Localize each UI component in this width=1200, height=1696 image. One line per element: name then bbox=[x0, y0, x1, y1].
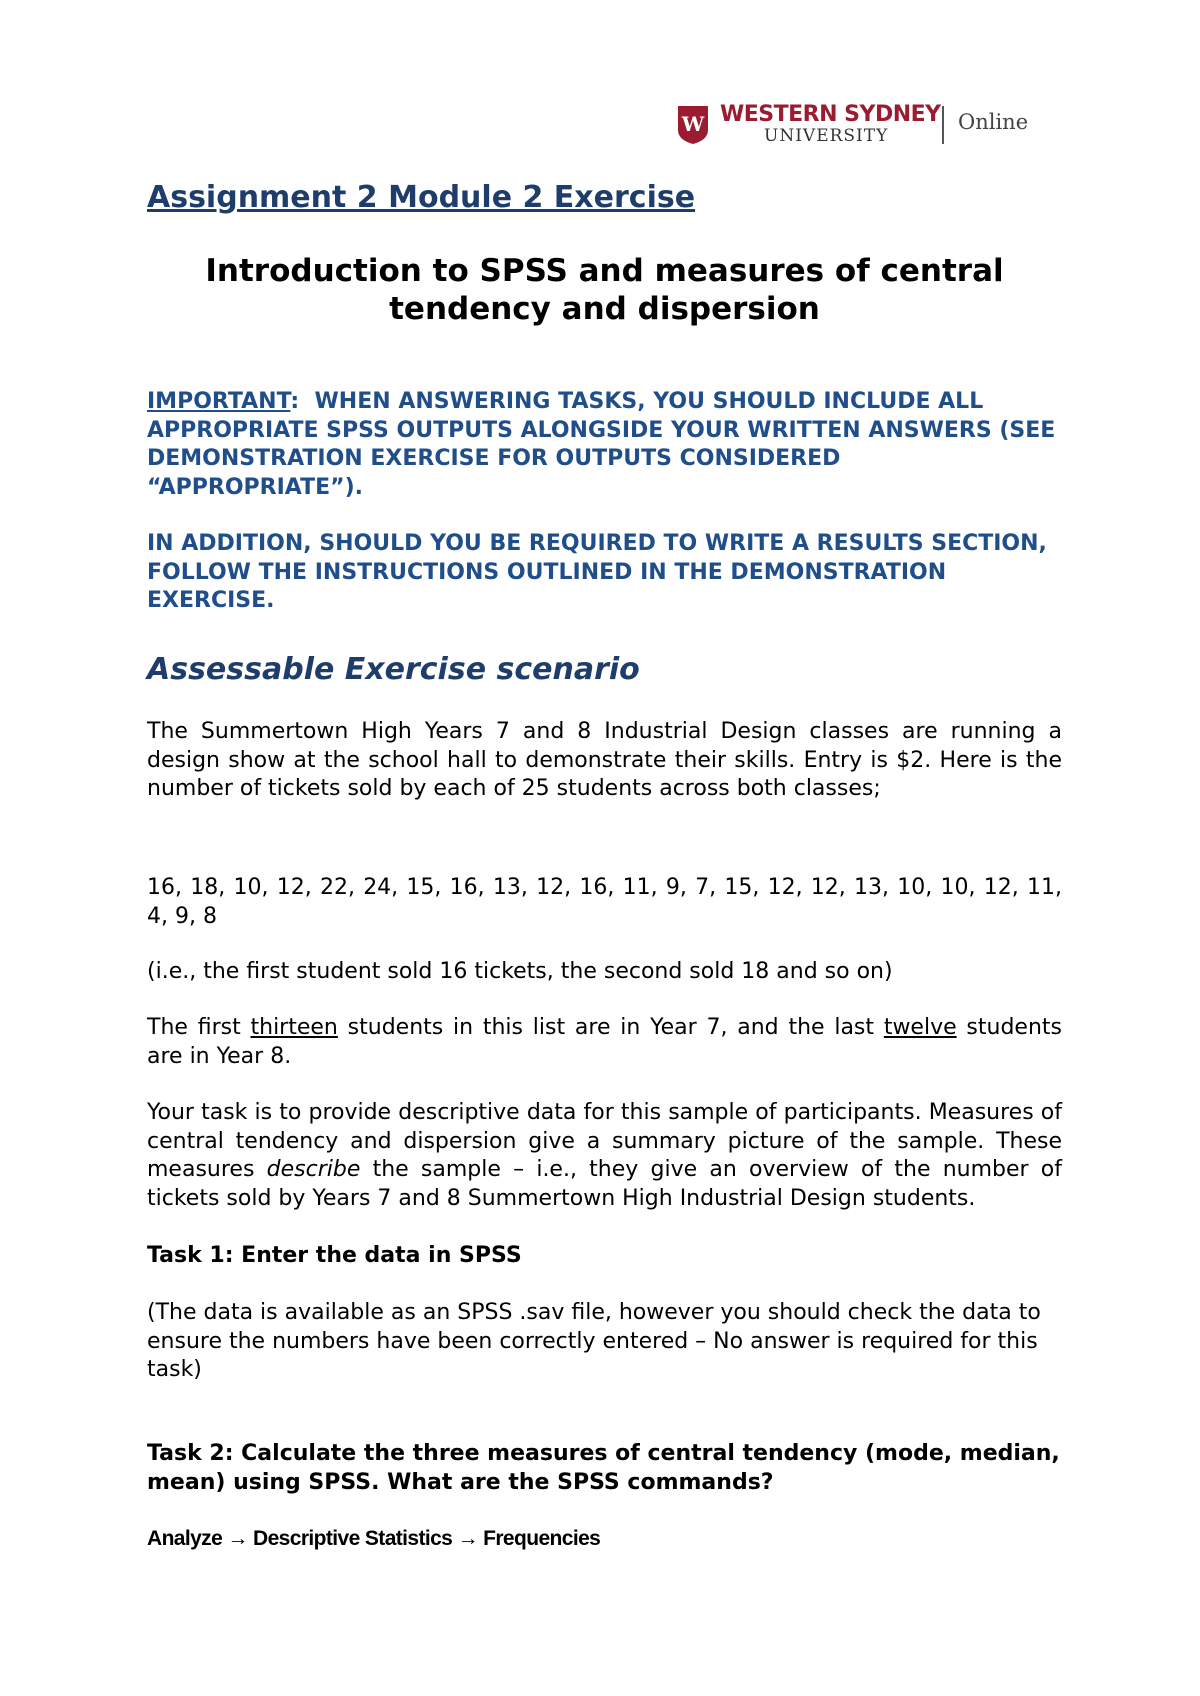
shield-icon bbox=[678, 106, 708, 144]
task1-heading: Task 1: Enter the data in SPSS bbox=[147, 1243, 522, 1268]
subtitle-line-1: Introduction to SPSS and measures of central bbox=[205, 253, 1004, 289]
years-part-1: The first bbox=[147, 1015, 251, 1040]
years-part-3: students are in Year 8. bbox=[147, 1015, 1062, 1069]
ie-note: (i.e., the first student sold 16 tickets, the second sold 18 and so on) bbox=[147, 959, 893, 984]
important-colon: : bbox=[290, 389, 300, 414]
shield-letter: W bbox=[681, 112, 705, 136]
task-part-2: the sample – i.e., they give an overview of the number of tickets sold by Years 7 and 8 Summertown High Industrial Design students. bbox=[147, 1157, 1062, 1211]
task-part-1: Your task is to provide descriptive data for this sample of participants. Measures of central tendency and dispersion give a summary picture of the sample. These measures bbox=[147, 1100, 1062, 1182]
task-paragraph bbox=[147, 1099, 1062, 1213]
thirteen-word: thirteen bbox=[250, 1015, 338, 1040]
spss-command: Analyze → Descriptive Statistics → Frequencies bbox=[147, 1527, 601, 1550]
page-title: Assignment 2 Module 2 Exercise bbox=[147, 180, 696, 215]
twelve-word: twelve bbox=[883, 1015, 957, 1040]
scenario-paragraph: The Summertown High Years 7 and 8 Industrial Design classes are running a design show at the school hall to demonstrate their skills. Entry is $2. Here is the number of tickets sold by each of 25 students across both classes; bbox=[147, 719, 1062, 801]
describe-word: describe bbox=[266, 1157, 361, 1182]
logo-university-name: WESTERN SYDNEY bbox=[720, 102, 941, 127]
task2-heading: Task 2: Calculate the three measures of central tendency (mode, median, mean) using SPSS. What are the SPSS commands? bbox=[147, 1441, 1060, 1495]
data-values: 16, 18, 10, 12, 22, 24, 15, 16, 13, 12, 16, 11, 9, 7, 15, 12, 12, 13, 10, 10, 12, 11, 4, 9, 8 bbox=[147, 875, 1062, 929]
scenario-heading: Assessable Exercise scenario bbox=[147, 652, 640, 687]
task1-note: (The data is available as an SPSS .sav file, however you should check the data to ensure the numbers have been correctly entered – No answer is required for this task) bbox=[147, 1300, 1041, 1382]
subtitle-line-2: tendency and dispersion bbox=[389, 291, 820, 327]
university-logo bbox=[678, 102, 1028, 152]
logo-online: Online bbox=[958, 110, 1029, 134]
years-paragraph bbox=[147, 1014, 1062, 1071]
important-notice bbox=[147, 388, 1062, 502]
page-subtitle bbox=[147, 252, 1062, 328]
logo-university-sub: UNIVERSITY bbox=[764, 126, 889, 146]
years-part-2: students in this list are in Year 7, and the last bbox=[337, 1015, 884, 1040]
important-label: IMPORTANT bbox=[147, 389, 291, 414]
important-text: WHEN ANSWERING TASKS, YOU SHOULD INCLUDE ALL APPROPRIATE SPSS OUTPUTS ALONGSIDE YOUR WRITTEN ANSWERS (SEE DEMONSTRATION EXERCISE FOR OUTPUTS CONSIDERED “APPROPRIATE”). bbox=[147, 389, 1063, 500]
addition-notice: IN ADDITION, SHOULD YOU BE REQUIRED TO WRITE A RESULTS SECTION, FOLLOW THE INSTRUCTIONS OUTLINED IN THE DEMONSTRATION EXERCISE. bbox=[147, 531, 1047, 613]
logo-divider bbox=[942, 106, 944, 144]
